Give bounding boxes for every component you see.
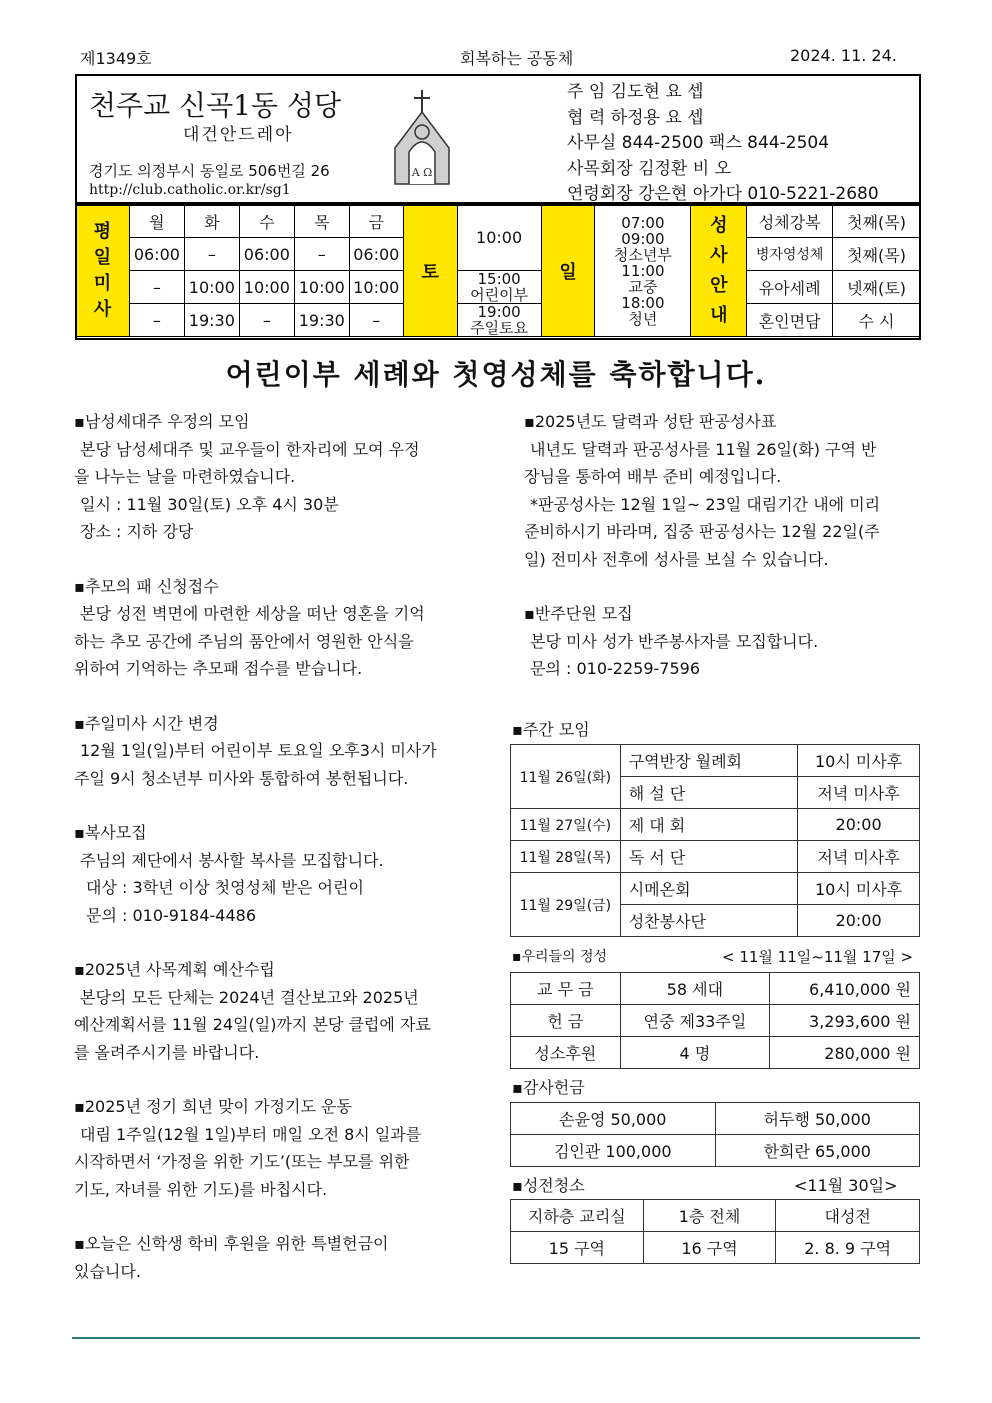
mass-cell: 10:00 (239, 271, 294, 304)
thanks-entry: 허두행 50,000 (715, 1103, 919, 1135)
cleaning-area: 대성전 (776, 1200, 920, 1232)
meeting-time: 저녁 미사후 (798, 777, 920, 809)
day-mon: 월 (129, 205, 184, 238)
offering-type: 헌 금 (511, 1005, 621, 1037)
issue-number: 제1349호 (80, 49, 152, 68)
meeting-time: 10시 미사후 (798, 873, 920, 905)
guide-when: 첫째(목) (833, 238, 921, 271)
staff-list (567, 80, 879, 208)
cleaning-title: ▪성전청소 (512, 1176, 585, 1195)
church-logo-icon (387, 88, 457, 188)
sacrament-guide-label: 성 사 안 내 (691, 205, 747, 337)
notice-special-collection: ▪오늘은 신학생 학비 후원을 위한 특별헌금이 있습니다. (74, 1234, 389, 1281)
mass-schedule-table (75, 204, 921, 337)
meeting-date: 11월 26일(화) (511, 745, 621, 809)
cleaning-date: <11월 30일> (794, 1176, 898, 1195)
sunday-label: 일 (541, 205, 595, 337)
staff-pastor: 주 임 김도현 요 셉 (567, 82, 704, 102)
staff-funeral: 연령회장 강은현 아가다 010-5221-2680 (567, 184, 879, 204)
guide-name: 혼인면담 (747, 304, 833, 337)
thanks-entry: 김인관 100,000 (511, 1135, 716, 1167)
sunday-times: 07:00 09:00 청소년부 11:00 교중 18:00 청년 (595, 205, 691, 337)
saturday-label: 토 (403, 205, 457, 337)
guide-when: 넷째(토) (833, 271, 921, 304)
meeting-date: 11월 28일(목) (511, 841, 621, 873)
sat-15: 15:00 어린이부 (457, 271, 541, 304)
meeting-name: 성찬봉사단 (620, 905, 798, 937)
offering-amount: 6,410,000 원 (770, 973, 920, 1005)
meeting-date: 11월 29일(금) (511, 873, 621, 937)
guide-name: 병자영성체 (747, 238, 833, 271)
thanks-entry: 손윤영 50,000 (511, 1103, 716, 1135)
cleaning-group: 16 구역 (643, 1232, 776, 1264)
mass-cell: 06:00 (239, 238, 294, 271)
offering-type: 교 무 금 (511, 973, 621, 1005)
notice-jubilee-prayer: ▪2025년 정기 희년 맞이 가정기도 운동 대림 1주일(12월 1일)부터 매일 오전 8시 일과를 시작하면서 ‘가정을 위한 기도’(또는 부모를 위한 기도, 자녀를 위한 기도)를 바칩시다. (74, 1097, 422, 1199)
meeting-time: 저녁 미사후 (798, 841, 920, 873)
weekday-mass-label: 평 일 미 사 (76, 205, 130, 337)
mass-cell: 19:30 (294, 304, 349, 337)
offering-table (510, 972, 920, 1069)
issue-date: 2024. 11. 24. (790, 46, 897, 65)
offering-count: 58 세대 (620, 973, 770, 1005)
day-thu: 목 (294, 205, 349, 238)
meeting-date: 11월 27일(수) (511, 809, 621, 841)
cleaning-table (510, 1199, 920, 1264)
day-tue: 화 (184, 205, 239, 238)
guide-when: 수 시 (833, 304, 921, 337)
day-fri: 금 (349, 205, 403, 238)
cleaning-group: 2. 8. 9 구역 (776, 1232, 920, 1264)
thanks-title: ▪감사헌금 (512, 1078, 585, 1097)
staff-office: 사무실 844-2500 팩스 844-2504 (567, 133, 830, 153)
motto: 회복하는 공동체 (460, 49, 574, 68)
notice-mens-gathering: ▪남성세대주 우정의 모임 본당 남성세대주 및 교우들이 한자리에 모여 우정 을 나누는 날을 마련하였습니다. 일시 : 11월 30일(토) 오후 4시 30분 장소 : 지하 강당 (74, 412, 420, 541)
meeting-name: 제 대 회 (620, 809, 798, 841)
top-bar (80, 46, 918, 68)
headline: 어린이부 세례와 첫영성체를 축하합니다. (225, 358, 767, 391)
guide-name: 유아세례 (747, 271, 833, 304)
thanks-entry: 한희란 65,000 (715, 1135, 919, 1167)
day-wed: 수 (239, 205, 294, 238)
parish-header (75, 74, 921, 204)
meeting-name: 시메온회 (620, 873, 798, 905)
mass-cell: 06:00 (129, 238, 184, 271)
offering-count: 4 명 (620, 1037, 770, 1069)
cleaning-group: 15 구역 (511, 1232, 644, 1264)
offering-type: 성소후원 (511, 1037, 621, 1069)
notice-accompanist: ▪반주단원 모집 본당 미사 성가 반주봉사자를 모집합니다. 문의 : 010-2259-7596 (524, 604, 819, 678)
meeting-time: 20:00 (798, 905, 920, 937)
logo-letters: A Ω (411, 166, 433, 179)
staff-council: 사목회장 김정환 비 오 (567, 158, 732, 179)
meeting-time: 10시 미사후 (798, 745, 920, 777)
meeting-name: 독 서 단 (620, 841, 798, 873)
mass-cell: 06:00 (349, 238, 403, 271)
sat-19: 19:00 주일토요 (457, 304, 541, 337)
guide-name: 성체강복 (747, 205, 833, 238)
offering-title: ▪우리들의 정성 (512, 949, 608, 965)
mass-cell: 19:30 (184, 304, 239, 337)
meeting-time: 20:00 (798, 809, 920, 841)
parish-title: 천주교 신곡1동 성당 (89, 89, 342, 122)
parish-patron: 대건안드레아 (183, 125, 294, 145)
notice-mass-time-change: ▪주일미사 시간 변경 12월 1일(일)부터 어린이부 토요일 오후3시 미사가 주일 9시 청소년부 미사와 통합하여 봉헌됩니다. (74, 713, 437, 788)
offering-amount: 3,293,600 원 (770, 1005, 920, 1037)
parish-url[interactable]: http://club.catholic.or.kr/sg1 (89, 182, 291, 198)
guide-when: 첫째(목) (833, 205, 921, 238)
cleaning-area: 지하층 교리실 (511, 1200, 644, 1232)
right-column (524, 408, 924, 710)
meeting-name: 구역반장 월례회 (620, 745, 798, 777)
left-column (74, 408, 474, 1312)
notice-altar-server: ▪복사모집 주님의 제단에서 봉사할 복사를 모집합니다. 대상 : 3학년 이상 첫영성체 받은 어린이 문의 : 010-9184-4486 (74, 823, 384, 925)
notice-budget: ▪2025년 사목계획 예산수립 본당의 모든 단체는 2024년 결산보고와 2025년 예산계획서를 11월 24일(일)까지 본당 클럽에 자료 를 올려주시기를 바랍니다. (74, 960, 431, 1062)
mass-cell: 10:00 (349, 271, 403, 304)
mass-cell: 10:00 (184, 271, 239, 304)
mass-cell: 10:00 (294, 271, 349, 304)
mass-cell: – (294, 238, 349, 271)
mass-cell: – (129, 271, 184, 304)
offering-count: 연중 제33주일 (620, 1005, 770, 1037)
notice-calendar: ▪2025년도 달력과 성탄 판공성사표 내년도 달력과 판공성사를 11월 26일(화) 구역 반 장님을 통하여 배부 준비 예정입니다. *판공성사는 12월 1일~ 23일 대림기간 내에 미리 준비하시기 바라며, 집중 판공성사는 12월 22일(주 일) 전미사 전후에 성사를 보실 수 있습니다. (524, 412, 881, 569)
mass-cell: – (184, 238, 239, 271)
footer-rule (72, 1337, 920, 1339)
mass-cell: – (129, 304, 184, 337)
meeting-name: 해 설 단 (620, 777, 798, 809)
parish-address: 경기도 의정부시 동일로 506번길 26 (89, 162, 330, 180)
weekly-meetings-table (510, 744, 920, 937)
staff-assistant: 협 력 하정용 요 셉 (567, 107, 704, 128)
thanks-table (510, 1102, 920, 1167)
offering-period: < 11월 11일~11월 17일 > (722, 948, 914, 966)
sat-10: 10:00 (457, 205, 541, 271)
weekly-meetings-title: ▪주간 모임 (512, 720, 590, 739)
cleaning-area: 1층 전체 (643, 1200, 776, 1232)
notice-memorial-plaque: ▪추모의 패 신청접수 본당 성전 벽면에 마련한 세상을 떠난 영혼을 기억 하는 추모 공간에 주님의 품안에서 영원한 안식을 위하여 기억하는 추모패 접수를 받습니다. (74, 576, 425, 678)
mass-cell: – (239, 304, 294, 337)
mass-cell: – (349, 304, 403, 337)
offering-amount: 280,000 원 (770, 1037, 920, 1069)
